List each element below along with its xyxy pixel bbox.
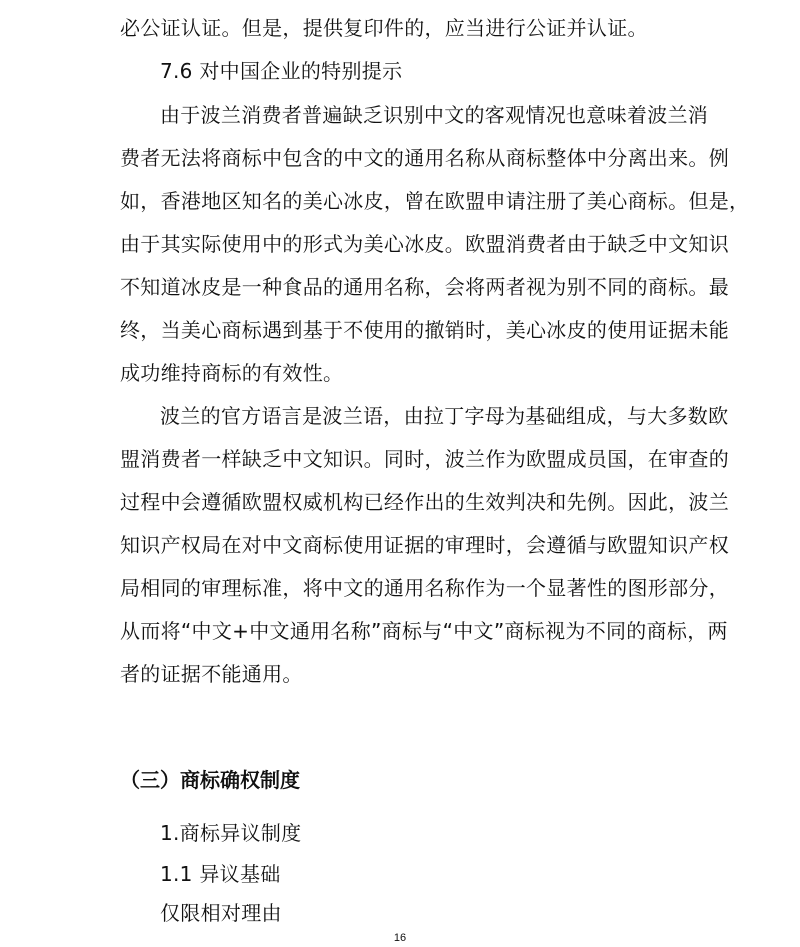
text-line: 必公证认证。但是，提供复印件的，应当进行公证并认证。 [120,16,648,40]
section-heading: （三）商标确权制度 [120,768,300,792]
text-line: 终，当美心商标遇到基于不使用的撤销时，美心冰皮的使用证据未能 [120,318,729,342]
text-line: 如，香港地区知名的美心冰皮，曾在欧盟申请注册了美心商标。但是， [120,189,750,213]
subsection-title: 1.商标异议制度 [160,821,302,845]
text-line: 仅限相对理由 [160,901,282,925]
page-number: 16 [393,932,407,944]
text-line: 盟消费者一样缺乏中文知识。同时，波兰作为欧盟成员国，在审查的 [120,447,729,471]
text-line: 局相同的审理标准，将中文的通用名称作为一个显著性的图形部分， [120,576,729,600]
text-line: 不知道冰皮是一种食品的通用名称，会将两者视为别不同的商标。最 [120,275,729,299]
text-line: 者的证据不能通用。 [120,662,303,686]
text-line: 从而将“中文+中文通用名称”商标与“中文”商标视为不同的商标，两 [120,619,728,643]
text-line: 费者无法将商标中包含的中文的通用名称从商标整体中分离出来。例 [120,146,729,170]
text-line: 由于波兰消费者普遍缺乏识别中文的客观情况也意味着波兰消 [160,103,709,127]
text-line: 成功维持商标的有效性。 [120,361,344,385]
subsection-title: 7.6 对中国企业的特别提示 [160,59,403,83]
text-line: 过程中会遵循欧盟权威机构已经作出的生效判决和先例。因此，波兰 [120,490,729,514]
text-line: 波兰的官方语言是波兰语，由拉丁字母为基础组成，与大多数欧 [160,404,729,428]
text-line: 由于其实际使用中的形式为美心冰皮。欧盟消费者由于缺乏中文知识 [120,232,729,256]
text-line: 知识产权局在对中文商标使用证据的审理时，会遵循与欧盟知识产权 [120,533,729,557]
subsection-title: 1.1 异议基础 [160,862,281,886]
